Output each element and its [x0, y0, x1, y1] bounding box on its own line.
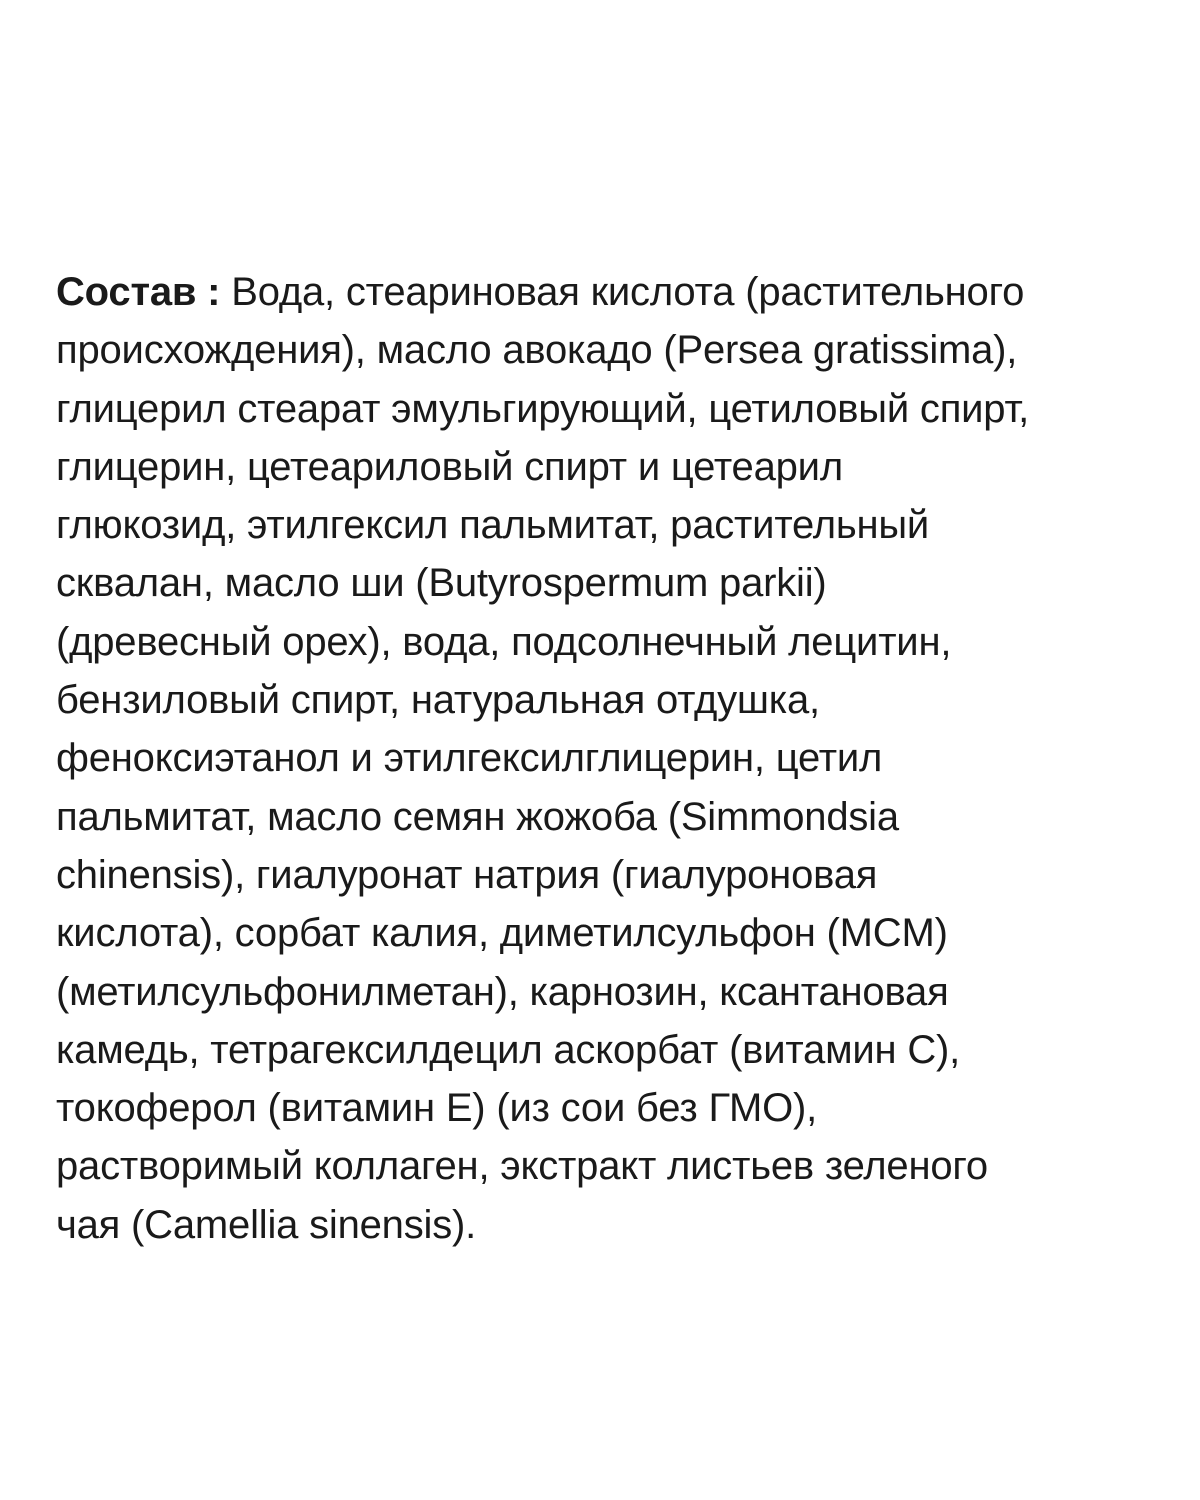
ingredients-line: chinensis), гиалуронат натрия (гиалуроновая [56, 852, 878, 897]
composition-label: Состав : [56, 270, 221, 314]
ingredients-line: камедь, тетрагексилдецил аскорбат (витамин C), [56, 1027, 961, 1072]
ingredients-line: (метилсульфонилметан), карнозин, ксантановая [56, 969, 949, 1014]
ingredients-line-1 [56, 263, 1176, 321]
ingredients-line: пальмитат, масло семян жожоба (Simmondsia [56, 794, 899, 839]
ingredients-line: токоферол (витамин E) (из сои без ГМО), [56, 1086, 818, 1131]
ingredients-line: происхождения), масло авокадо (Persea gratissima), [56, 328, 1018, 373]
ingredients-line: глюкозид, этилгексил пальмитат, растительный [56, 503, 930, 548]
ingredients-line: глицерин, цетеариловый спирт и цетеарил [56, 444, 843, 489]
ingredients-line: сквалан, масло ши (Butyrospermum parkii) [56, 561, 827, 606]
ingredients-line: бензиловый спирт, натуральная отдушка, [56, 678, 820, 723]
ingredients-line: чая (Camellia sinensis). [56, 1202, 477, 1247]
ingredients-line-1-text: Вода, стеариновая кислота (растительного [220, 270, 1025, 314]
ingredients-line: кислота), сорбат калия, диметилсульфон (MCM) [56, 911, 948, 956]
ingredients-text [56, 263, 1176, 1254]
ingredients-line: растворимый коллаген, экстракт листьев зеленого [56, 1144, 988, 1189]
ingredients-line: (древесный орех), вода, подсолнечный лецитин, [56, 619, 952, 664]
ingredients-line: феноксиэтанол и этилгексилглицерин, цетил [56, 736, 883, 781]
ingredients-line: глицерил стеарат эмульгирующий, цетиловый спирт, [56, 386, 1030, 431]
